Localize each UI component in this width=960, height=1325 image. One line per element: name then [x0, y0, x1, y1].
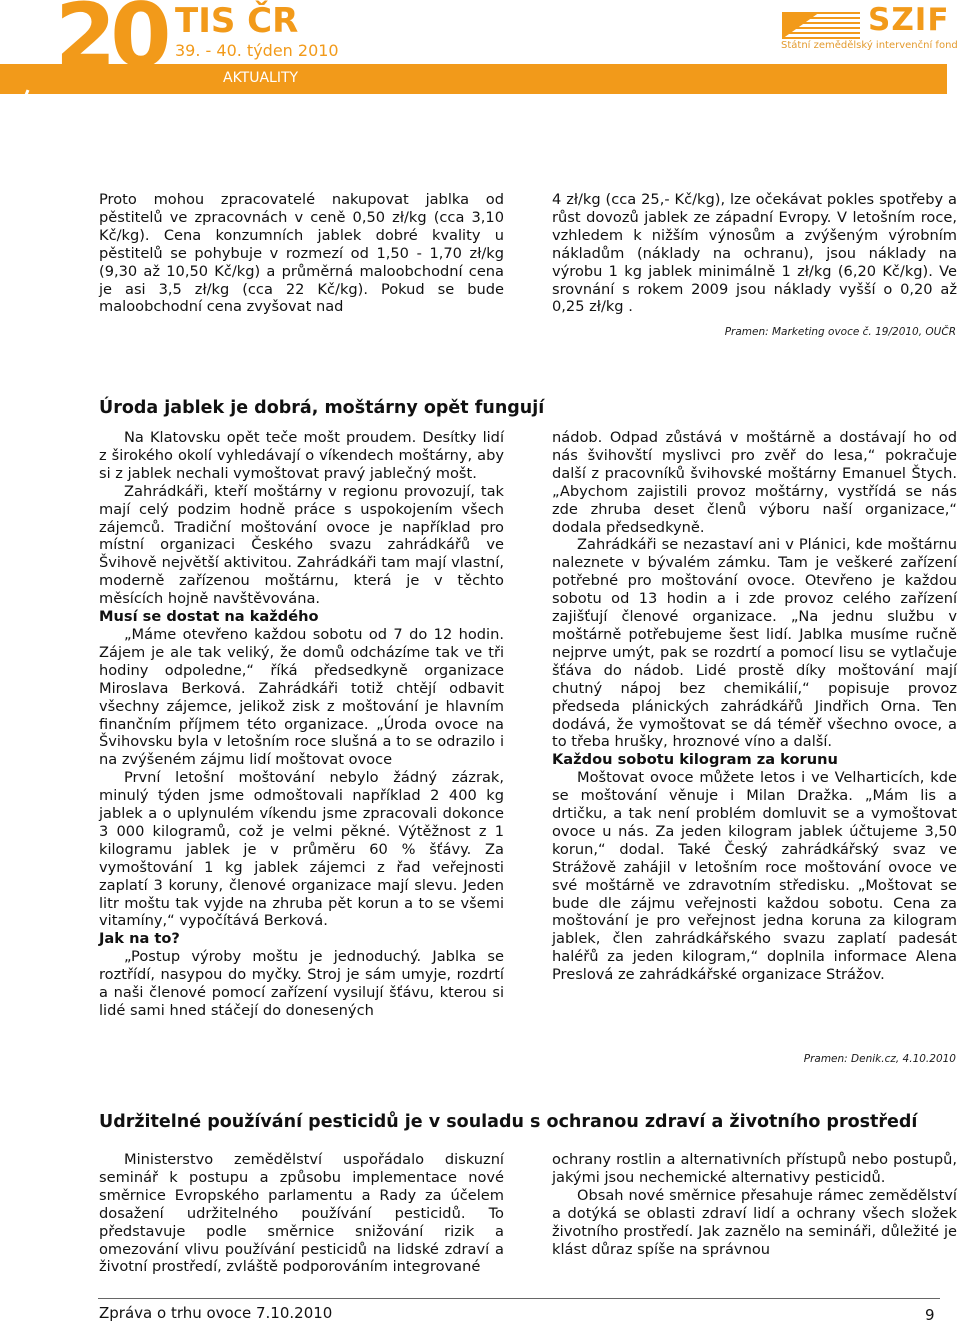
- article2-paragraph: nádob. Odpad zůstává v moštárně a dostávají ho od nás švihovští myslivci pro zvěř do lesa,“ pokračuje další z pracovníků švihovské moštárny Emanuel Štych. „Abychom zajistili provoz moštárny, vystřídá se nás zde zhruba deset členů výboru naší organizace,“ dodala předsedkyně.: [552, 429, 957, 536]
- article3-left-column: [99, 1151, 504, 1276]
- footer-title: Zpráva o trhu ovoce 7.10.2010: [99, 1304, 333, 1322]
- page-number: 9: [925, 1306, 935, 1324]
- article1-right-column: [552, 191, 957, 316]
- article2-left-column: [99, 429, 504, 1020]
- publication-title: TIS ČR: [175, 1, 299, 41]
- szif-logo-subtitle: Státní zemědělský intervenční fond: [781, 40, 958, 51]
- article2-paragraph: Moštovat ovoce můžete letos i ve Velharticích, kde se moštování věnuje i Milan Dražka. „Mám lis a drtičku, a tak není problém domluvit se a vymoštovat ovoce u nás. Za jeden kilogram jablek účtujeme 3,50 korun,“ dodal. Také Český zahrádkářský svaz ve Strážově zahájil v letošním roce moštování ovoce ve své moštárně ve zdravotním středisku. „Moštovat se bude dle zájmu veřejnosti každou sobotu. Cena za moštování je pro veřejnost jedna koruna za kilogram jablek, člen zahrádkářského svazu zaplatí padesát haléřů za jeden kilogram,“ doplnila informace Alena Preslová ze zahrádkářské organizace Strážov.: [552, 769, 957, 984]
- article1-left-column: [99, 191, 504, 316]
- article3-paragraph: ochrany rostlin a alternativních přístupů nebo postupů, jakými jsou nechemické alternativy pesticidů.: [552, 1151, 957, 1186]
- article2-paragraph: Zahrádkáři, kteří moštárny v regionu provozují, tak mají celý podzim hodně práce s uspokojením všech zájemců. Tradiční moštování ovoce je například pro místní organizaci Českého svazu zahrádkářů ve Švihově největší aktivitou. Zahrádkáři tam mají vlastní, moderně zařízenou moštárnu, která je v těchto měsících hojně navštěvována.: [99, 482, 504, 608]
- article2-subheading: Musí se dostat na každého: [99, 608, 319, 626]
- szif-logo-text: SZIF: [868, 2, 950, 38]
- article2-paragraph: „Máme otevřeno každou sobotu od 7 do 12 hodin. Zájem je ale tak veliký, že domů odcházíme tak ve tři hodiny odpoledne,“ říká předsedkyně organizace Miroslava Berková. Zahrádkáři totiž chtějí odbavit všechny zájemce, jelikož zisk z moštování je hlavním finančním příjmem této organizace. „Úroda ovoce na Švihovsku byla v letošním roce slušná a to se odrazilo i na zvýšeném zájmu lidí moštovat ovoce: [99, 625, 504, 769]
- article3-paragraph: Obsah nové směrnice přesahuje rámec zemědělství a dotýká se oblasti zdraví lidí a ochrany všech složek životního prostředí. Jak zaznělo na semináři, důležité je klást důraz spíše na správnou: [552, 1186, 957, 1258]
- article2-source: Pramen: Denik.cz, 4.10.2010: [803, 1053, 956, 1065]
- publication-week: 39. - 40. týden 2010: [175, 41, 339, 60]
- issue-number: 20: [55, 0, 166, 87]
- article2-title: Úroda jablek je dobrá, moštárny opět fungují: [99, 398, 545, 418]
- article2-right-column: [552, 429, 957, 984]
- article1-left-text: Proto mohou zpracovatelé nakupovat jablka od pěstitelů ve zpracovnách v ceně 0,50 zł/kg (cca 3,10 Kč/kg). Cena konzumních jablek dobré kvality u pěstitelů se pohybuje v rozmezí od 1,50 - 1,70 zł/kg (9,30 až 10,50 Kč/kg) a průměrná maloobchodní cena je asi 3,5 zł/kg (cca 22 Kč/kg). Pokud se bude maloobchodní cena zvyšovat nad: [99, 191, 504, 316]
- article2-paragraph: Na Klatovsku opět teče mošt proudem. Desítky lidí z širokého okolí vyhledávají o víkendech moštárny, aby si z jablek nechali vymoštovat pravý jablečný mošt.: [99, 429, 504, 482]
- article2-subheading: Jak na to?: [99, 930, 180, 948]
- article1-source: Pramen: Marketing ovoce č. 19/2010, OUČR: [724, 326, 956, 338]
- footer-divider: [98, 1298, 940, 1299]
- article2-subheading: Každou sobotu kilogram za korunu: [552, 751, 838, 769]
- article2-paragraph: Zahrádkáři se nezastaví ani v Plánici, kde moštárnu naleznete v bývalém zámku. Tam je veškeré zařízení potřebné pro moštování ovoce. Otevřeno je každou sobotu od 13 hodin a i zde provoz celého zařízení zajišťují členové organizace. „Na jednu službu v moštárně potřebujeme šest lidí. Jablka musíme ručně nejprve umýt, pak se rozdrtí a pomocí lisu se vytlačuje šťáva do nádob. Lidé prostě díky moštování mají chutný nápoj bez chemikálií,“ popisuje provoz předseda plánických zahrádkářů Jindřich Orna. Ten dodává, že vymoštovat se dá téměř všechno ovoce, a to třeba hrušky, hroznové víno a další.: [552, 536, 957, 751]
- fruit-icon: [0, 64, 140, 164]
- article3-paragraph: Ministerstvo zemědělství uspořádalo diskuzní seminář k postupu a způsobu implementace nové směrnice Evropského parlamentu a Rady za účelem dosažení udržitelného používání pesticidů. To představuje podle směrnice snižování rizik a omezování vlivu používání pesticidů na lidské zdraví a životní prostředí, zvláště podporováním integrované: [99, 1151, 504, 1276]
- article1-right-text: 4 zł/kg (cca 25,- Kč/kg), lze očekávat pokles spotřeby a růst dovozů jablek ze západní Evropy. V letošním roce, vzhledem k nižším výnosům a zvýšeným výrobním nákladům (náklady na ochranu), jsou náklady na výrobu 1 kg jablek minimálně 1 zł/kg (6,20 Kč/kg). Ve srovnání s rokem 2009 jsou náklady vyšší o 0,20 až 0,25 zł/kg .: [552, 191, 957, 316]
- section-label: AKTUALITY: [223, 70, 299, 86]
- article3-right-column: [552, 1151, 957, 1258]
- article2-paragraph: „Postup výroby moštu je jednoduchý. Jablka se roztřídí, nasypou do myčky. Stroj je sám umyje, rozdrtí a naši členové pomocí zařízení vysilují šťávu, kterou si lidé sami hned stáčejí do donesených: [99, 948, 504, 1019]
- article3-title: Udržitelné používání pesticidů je v souladu s ochranou zdraví a životního prostředí: [99, 1112, 918, 1132]
- article2-paragraph: První letošní moštování nebylo žádný zázrak, minulý týden jsme odmoštovali například 2 400 kg jablek a o uplynulém víkendu jsme zpracovali dokonce 3 000 kilogramů, což je velmi pěkné. Výtěžnost z 1 kilogramu jablek je v průměru 60 % šťávy. Za vymoštování 1 kg jablek zájemci z řad veřejnosti zaplatí 3 koruny, členové organizace mají slevu. Jeden litr moštu tak vyjde na zhruba pět korun a to se všemi vitamíny,“ vypočítává Berková.: [99, 769, 504, 930]
